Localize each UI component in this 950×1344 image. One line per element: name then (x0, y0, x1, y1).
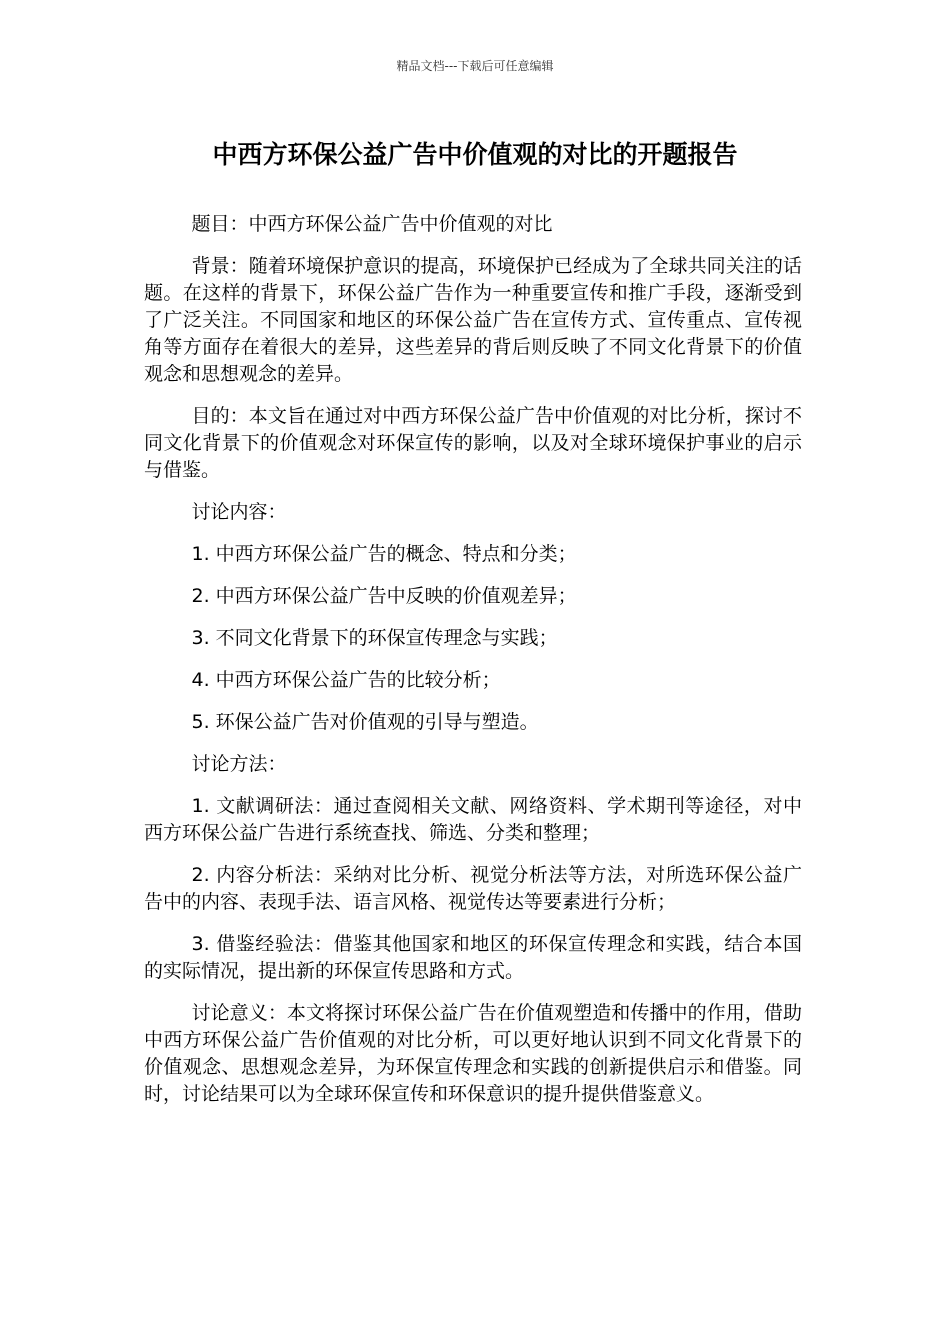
paragraph-background: 背景：随着环境保护意识的提高，环境保护已经成为了全球共同关注的话题。在这样的背景下，环保公益广告作为一种重要宣传和推广手段，逐渐受到了广泛关注。不同国家和地区的环保公益广告在宣传方式、宣传重点、宣传视角等方面存在着很大的差异，这些差异的背后则反映了不同文化背景下的价值观念和思想观念的差异。 (144, 255, 802, 385)
paragraph-topic: 题目：中西方环保公益广告中价值观的对比 (191, 213, 553, 235)
content-list-item: 3. 不同文化背景下的环保宣传理念与实践； (191, 627, 558, 649)
paragraph-content-heading: 讨论内容： (191, 501, 287, 523)
content-list-item: 5. 环保公益广告对价值观的引导与塑造。 (191, 711, 539, 733)
paragraph-significance: 讨论意义：本文将探讨环保公益广告在价值观塑造和传播中的作用，借助中西方环保公益广告价值观的对比分析，可以更好地认识到不同文化背景下的价值观念、思想观念差异，为环保宣传理念和实践的创新提供启示和借鉴。同时，讨论结果可以为全球环保宣传和环保意识的提升提供借鉴意义。 (144, 1002, 802, 1105)
method-list-item: 2. 内容分析法：采纳对比分析、视觉分析法等方法，对所选环保公益广告中的内容、表现手法、语言风格、视觉传达等要素进行分析； (144, 864, 802, 913)
document-title: 中西方环保公益广告中价值观的对比的开题报告 (212, 140, 738, 169)
content-list-item: 1. 中西方环保公益广告的概念、特点和分类； (191, 543, 577, 565)
paragraph-purpose: 目的：本文旨在通过对中西方环保公益广告中价值观的对比分析，探讨不同文化背景下的价值观念对环保宣传的影响，以及对全球环境保护事业的启示与借鉴。 (144, 405, 802, 481)
header-note: 精品文档---下载后可任意编辑 (396, 59, 554, 73)
paragraph-method-heading: 讨论方法： (191, 753, 287, 775)
method-list-item: 3. 借鉴经验法：借鉴其他国家和地区的环保宣传理念和实践，结合本国的实际情况，提出新的环保宣传思路和方式。 (144, 933, 802, 982)
method-list-item: 1. 文献调研法：通过查阅相关文献、网络资料、学术期刊等途径，对中西方环保公益广告进行系统查找、筛选、分类和整理； (144, 795, 802, 844)
document-body (144, 211, 802, 1123)
content-list-item: 2. 中西方环保公益广告中反映的价值观差异； (191, 585, 577, 607)
content-list-item: 4. 中西方环保公益广告的比较分析； (191, 669, 501, 691)
